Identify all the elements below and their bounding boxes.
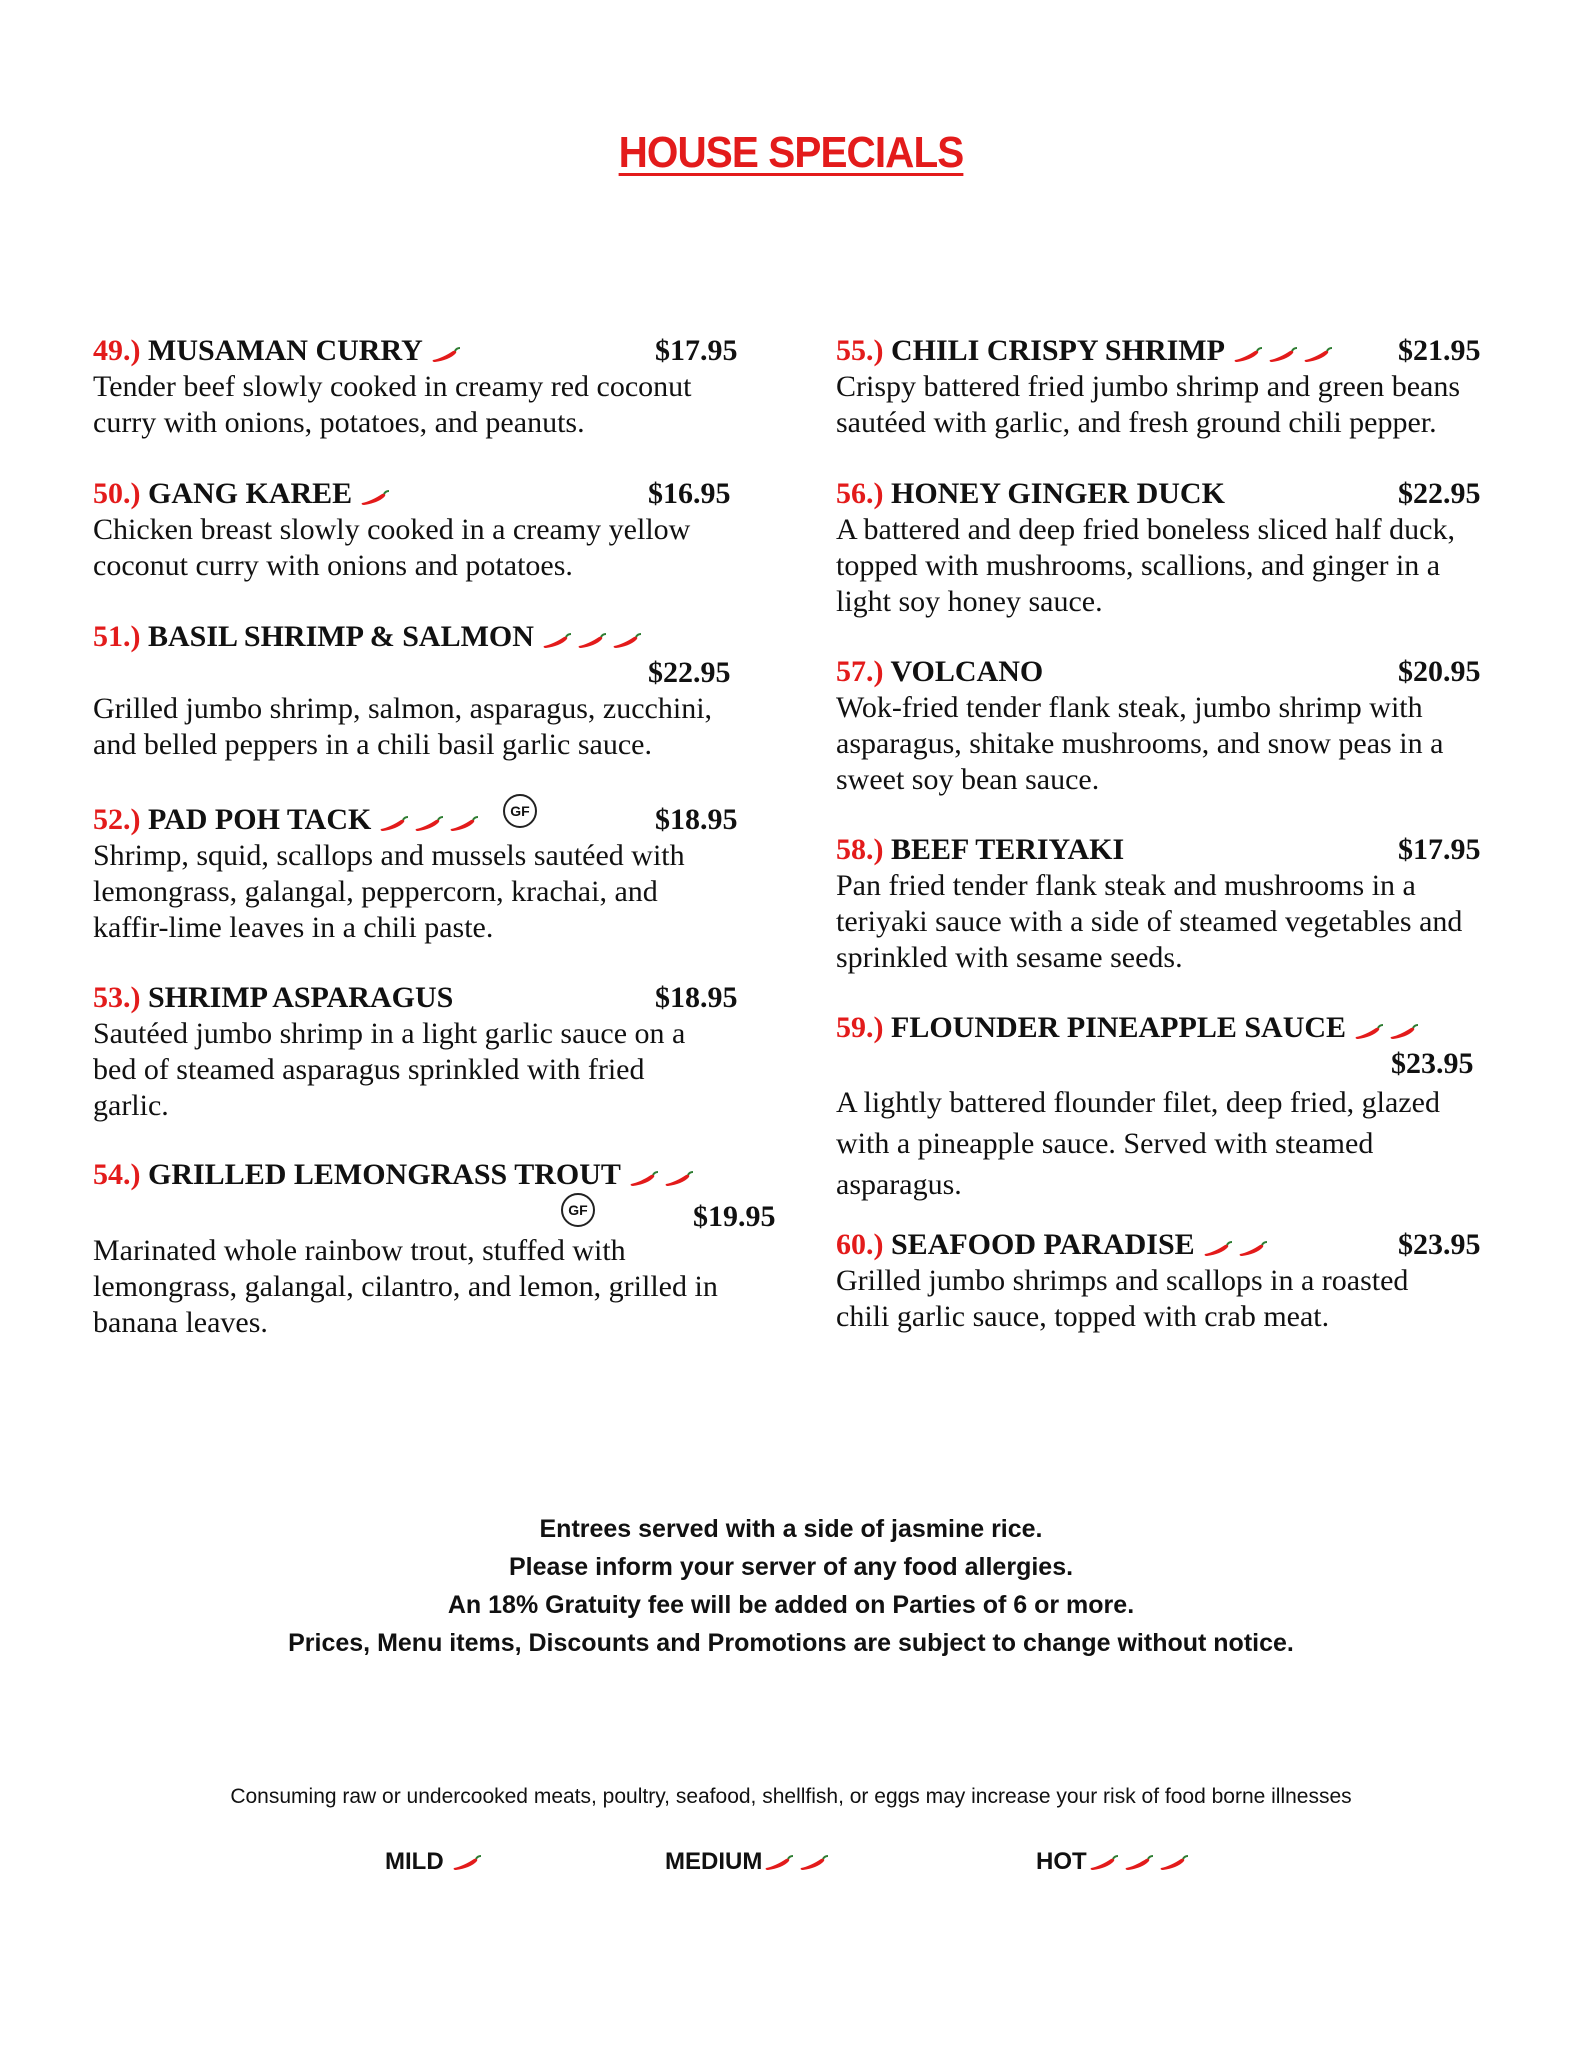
description-line: Marinated whole rainbow trout, stuffed with — [93, 1234, 626, 1267]
menu-item — [836, 832, 1491, 976]
page-title: HOUSE SPECIALS — [618, 128, 964, 177]
item-description — [93, 838, 748, 946]
description-line: lemongrass, galangal, peppercorn, krachai, and — [93, 875, 658, 908]
spice-level-icons — [431, 335, 466, 371]
description-line: kaffir-lime leaves in a chili paste. — [93, 911, 494, 944]
item-description — [93, 369, 748, 441]
chili-pepper-icon — [414, 816, 444, 832]
item-number: 59.) — [836, 1011, 884, 1044]
description-line: A battered and deep fried boneless sliced half duck, — [836, 513, 1455, 546]
item-price: $19.95 — [693, 1200, 776, 1233]
menu-item — [93, 1157, 776, 1341]
description-line: Tender beef slowly cooked in creamy red coconut — [93, 370, 692, 403]
description-line: with a pineapple sauce. Served with steamed — [836, 1127, 1374, 1160]
menu-item — [836, 1010, 1491, 1205]
description-line: lemongrass, galangal, cilantro, and lemon, grilled in — [93, 1270, 718, 1303]
spice-level-icons — [1233, 335, 1338, 371]
legend-hot — [1036, 1848, 1194, 1877]
description-line: Shrimp, squid, scallops and mussels sautéed with — [93, 839, 685, 872]
description-line: Grilled jumbo shrimp, salmon, asparagus, zucchini, — [93, 692, 713, 725]
note-line: An 18% Gratuity fee will be added on Parties of 6 or more. — [447, 1591, 1135, 1619]
chili-pepper-icon — [1389, 1024, 1419, 1040]
item-description — [836, 512, 1491, 620]
note-line: Prices, Menu items, Discounts and Promotions are subject to change without notice. — [288, 1629, 1294, 1657]
menu-item — [836, 1227, 1491, 1335]
chili-pepper-icon — [799, 1855, 829, 1871]
menu-item-header — [93, 619, 748, 655]
price-row — [93, 655, 748, 691]
legend-mild — [385, 1848, 487, 1877]
chili-pepper-icon — [1268, 347, 1298, 363]
chili-pepper-icon — [379, 816, 409, 832]
menu-item — [93, 333, 748, 441]
item-number: 58.) — [836, 833, 884, 866]
price-row — [93, 1193, 776, 1233]
note-line: Please inform your server of any food allergies. — [508, 1553, 1074, 1581]
note-line: Entrees served with a side of jasmine rice. — [539, 1515, 1043, 1543]
item-price: $17.95 — [1398, 833, 1481, 866]
menu-item — [93, 980, 748, 1124]
menu-item-header — [93, 1157, 748, 1193]
menu-item — [93, 619, 748, 763]
item-name: CHILI CRISPY SHRIMP — [891, 334, 1225, 367]
item-name: BASIL SHRIMP & SALMON — [148, 620, 534, 653]
item-price: $16.95 — [648, 477, 731, 510]
chili-pepper-icon — [577, 633, 607, 649]
service-notes — [0, 1510, 1582, 1662]
chili-pepper-icon — [612, 633, 642, 649]
spice-level-icons — [542, 621, 647, 657]
menu-item — [93, 802, 748, 946]
description-line: chili garlic sauce, topped with crab meat. — [836, 1300, 1330, 1333]
description-line: sprinkled with sesame seeds. — [836, 941, 1183, 974]
item-name: HONEY GINGER DUCK — [891, 477, 1225, 510]
chili-pepper-icon — [542, 633, 572, 649]
pepper-icons — [764, 1849, 834, 1877]
menu-item-header — [836, 1227, 1491, 1263]
chili-pepper-icon — [431, 347, 461, 363]
item-name: GANG KAREE — [148, 477, 353, 510]
chili-pepper-icon — [1089, 1855, 1119, 1871]
item-description — [93, 691, 748, 763]
spice-level-icons — [629, 1159, 699, 1195]
chili-pepper-icon — [452, 1855, 482, 1871]
item-number: 52.) — [93, 803, 141, 836]
menu-item-header — [93, 333, 748, 369]
menu-item — [836, 333, 1491, 441]
spice-level-icons — [379, 804, 484, 840]
item-description — [836, 1082, 1491, 1205]
item-name: SHRIMP ASPARAGUS — [148, 981, 454, 1014]
legend-label: HOT — [1036, 1848, 1087, 1875]
legend-label: MEDIUM — [665, 1848, 763, 1875]
item-name: FLOUNDER PINEAPPLE SAUCE — [891, 1011, 1347, 1044]
item-name: VOLCANO — [890, 655, 1044, 688]
item-description — [93, 512, 748, 584]
chili-pepper-icon — [1303, 347, 1333, 363]
chili-pepper-icon — [1124, 1855, 1154, 1871]
item-number: 60.) — [836, 1228, 884, 1261]
chili-pepper-icon — [664, 1171, 694, 1187]
item-description — [93, 1016, 748, 1124]
legend-label: MILD — [385, 1848, 444, 1875]
item-number: 56.) — [836, 477, 884, 510]
chili-pepper-icon — [629, 1171, 659, 1187]
spice-level-icons — [1203, 1229, 1273, 1265]
item-description — [93, 1233, 748, 1341]
item-description — [836, 1263, 1491, 1335]
menu-item-header — [93, 980, 748, 1016]
description-line: A lightly battered flounder filet, deep fried, glazed — [836, 1086, 1440, 1119]
chili-pepper-icon — [1159, 1855, 1189, 1871]
food-safety-warning: Consuming raw or undercooked meats, poultry, seafood, shellfish, or eggs may increase your risk of food borne illnesses — [230, 1785, 1352, 1808]
description-line: Crispy battered fried jumbo shrimp and green beans — [836, 370, 1460, 403]
description-line: Pan fried tender flank steak and mushrooms in a — [836, 869, 1416, 902]
description-line: topped with mushrooms, scallions, and ginger in a — [836, 549, 1441, 582]
legend-medium — [665, 1848, 834, 1877]
description-line: banana leaves. — [93, 1306, 268, 1339]
item-number: 55.) — [836, 334, 884, 367]
chili-pepper-icon — [1203, 1241, 1233, 1257]
item-description — [836, 868, 1491, 976]
item-price: $22.95 — [648, 656, 731, 689]
item-name: SEAFOOD PARADISE — [891, 1228, 1195, 1261]
description-line: Chicken breast slowly cooked in a creamy yellow — [93, 513, 691, 546]
item-number: 57.) — [836, 655, 884, 688]
item-price: $17.95 — [655, 334, 738, 367]
description-line: garlic. — [93, 1089, 169, 1122]
item-number: 49.) — [93, 334, 141, 367]
menu-item-header — [93, 476, 748, 512]
description-line: coconut curry with onions and potatoes. — [93, 549, 573, 582]
pepper-icons — [452, 1849, 487, 1877]
chili-pepper-icon — [764, 1855, 794, 1871]
item-price: $23.95 — [1398, 1228, 1481, 1261]
description-line: Sautéed jumbo shrimp in a light garlic sauce on a — [93, 1017, 686, 1050]
menu-item-header — [836, 1010, 1491, 1046]
item-number: 54.) — [93, 1158, 141, 1191]
price-row — [836, 1046, 1491, 1082]
item-number: 53.) — [93, 981, 141, 1014]
item-price: $22.95 — [1398, 477, 1481, 510]
menu-item — [836, 654, 1491, 798]
description-line: sautéed with garlic, and fresh ground chili pepper. — [836, 406, 1437, 439]
item-price: $23.95 — [1391, 1047, 1474, 1080]
menu-item — [836, 476, 1491, 620]
description-line: bed of steamed asparagus sprinkled with fried — [93, 1053, 645, 1086]
menu-item-header — [836, 832, 1491, 868]
item-name: GRILLED LEMONGRASS TROUT — [148, 1158, 621, 1191]
description-line: and belled peppers in a chili basil garlic sauce. — [93, 728, 652, 761]
chili-pepper-icon — [1233, 347, 1263, 363]
description-line: asparagus. — [836, 1168, 962, 1201]
pepper-icons — [1089, 1849, 1194, 1877]
menu-item-header — [836, 476, 1491, 512]
item-price: $18.95 — [655, 803, 738, 836]
gluten-free-icon: GF — [561, 1193, 595, 1227]
item-name: BEEF TERIYAKI — [891, 833, 1125, 866]
item-price: $21.95 — [1398, 334, 1481, 367]
spice-level-icons — [360, 478, 395, 514]
description-line: Wok-fried tender flank steak, jumbo shrimp with — [836, 691, 1423, 724]
menu-item-header — [836, 654, 1491, 690]
item-number: 51.) — [93, 620, 141, 653]
item-price: $20.95 — [1398, 655, 1481, 688]
description-line: light soy honey sauce. — [836, 585, 1103, 618]
description-line: curry with onions, potatoes, and peanuts. — [93, 406, 585, 439]
chili-pepper-icon — [1238, 1241, 1268, 1257]
menu-item-header — [93, 802, 748, 838]
description-line: sweet soy bean sauce. — [836, 763, 1100, 796]
item-description — [836, 369, 1491, 441]
description-line: asparagus, shitake mushrooms, and snow peas in a — [836, 727, 1444, 760]
chili-pepper-icon — [360, 490, 390, 506]
item-name: MUSAMAN CURRY — [148, 334, 423, 367]
chili-pepper-icon — [1354, 1024, 1384, 1040]
item-price: $18.95 — [655, 981, 738, 1014]
description-line: Grilled jumbo shrimps and scallops in a roasted — [836, 1264, 1409, 1297]
item-name: PAD POH TACK — [148, 803, 372, 836]
chili-pepper-icon — [449, 816, 479, 832]
item-description — [836, 690, 1491, 798]
item-number: 50.) — [93, 477, 141, 510]
spice-level-icons — [1354, 1012, 1424, 1048]
menu-item-header — [836, 333, 1491, 369]
description-line: teriyaki sauce with a side of steamed vegetables and — [836, 905, 1463, 938]
gluten-free-icon: GF — [503, 794, 537, 828]
menu-item — [93, 476, 748, 584]
